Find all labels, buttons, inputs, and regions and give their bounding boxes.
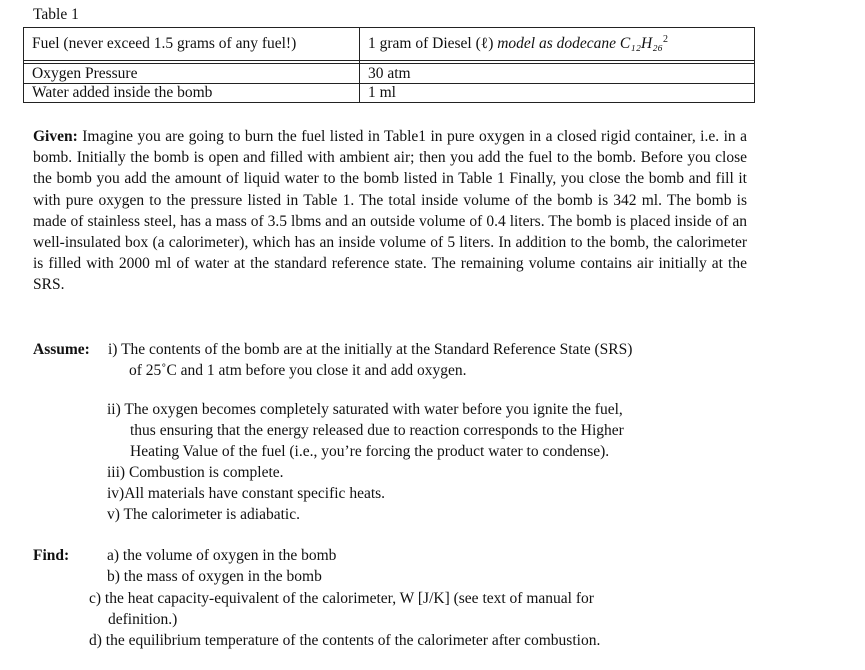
assume-ii-line3: Heating Value of the fuel (i.e., you’re forcing the product water to condense). xyxy=(130,443,610,460)
assume-ii-line1: ii) The oxygen becomes completely saturated with water before you ignite the fuel, xyxy=(107,401,623,418)
assume-v: v) The calorimeter is adiabatic. xyxy=(107,506,300,523)
find-c-line2: definition.) xyxy=(108,611,178,628)
water-value-cell xyxy=(360,84,755,103)
fuel-value-footnote: 2 xyxy=(663,34,668,46)
oxygen-label-cell xyxy=(24,64,360,84)
water-label: Water added inside the bomb xyxy=(32,84,213,101)
assume-ii-line2: thus ensuring that the energy released due to reaction corresponds to the Higher xyxy=(130,422,624,439)
fuel-value-prefix: 1 gram of Diesel (ℓ) xyxy=(368,35,498,53)
find-b: b) the mass of oxygen in the bomb xyxy=(107,568,322,585)
fuel-table xyxy=(23,27,755,103)
find-label: Find: xyxy=(33,547,70,564)
table-row xyxy=(24,64,755,84)
table-row xyxy=(24,84,755,103)
assume-label: Assume: xyxy=(33,341,90,358)
oxygen-value: 30 atm xyxy=(368,64,411,82)
assume-iii: iii) Combustion is complete. xyxy=(107,464,284,481)
given-paragraph xyxy=(33,126,747,296)
water-label-cell xyxy=(24,84,360,103)
oxygen-value-cell xyxy=(360,64,755,84)
given-label: Given: xyxy=(33,128,78,145)
given-text: Imagine you are going to burn the fuel listed in Table1 in pure oxygen in a closed rigid container, i.e. in a bomb. Initially the bomb is open and filled with ambient air; then you add the fuel to the bomb. Before you close the bomb you add the amount of liquid water to the bomb listed in Table 1 Finally, you close the bomb and fill it with pure oxygen to the pressure listed in Table 1. The total inside volume of the bomb is 342 ml. The bomb is made of stainless steel, has a mass of 3.5 lbms and an outside volume of 0.4 liters. The bomb is placed inside of an well-insulated box (a calorimeter), which has an inside volume of 5 liters. In addition to the bomb, the calorimeter is filled with 2000 ml of water at the standard reference state. The remaining volume contains air initially at the SRS. xyxy=(33,128,747,294)
fuel-value-formula: model as dodecane C₁₂H₂₆ xyxy=(497,35,663,53)
fuel-label: Fuel (never exceed 1.5 grams of any fuel!) xyxy=(32,35,297,52)
table-row xyxy=(24,28,755,61)
assume-i-line1: i) The contents of the bomb are at the initially at the Standard Reference State (SRS) xyxy=(108,341,633,358)
find-a: a) the volume of oxygen in the bomb xyxy=(107,547,337,564)
assume-iv: iv)All materials have constant specific heats. xyxy=(107,485,386,502)
water-value: 1 ml xyxy=(368,84,396,101)
table-caption: Table 1 xyxy=(33,6,79,23)
find-c-line1: c) the heat capacity-equivalent of the calorimeter, W [J/K] (see text of manual for xyxy=(89,590,594,607)
find-d: d) the equilibrium temperature of the contents of the calorimeter after combustion. xyxy=(89,632,601,649)
fuel-label-cell xyxy=(24,28,360,61)
assume-i-line2: of 25˚C and 1 atm before you close it and add oxygen. xyxy=(129,362,467,379)
fuel-value-cell xyxy=(360,28,755,61)
oxygen-label: Oxygen Pressure xyxy=(32,64,138,82)
